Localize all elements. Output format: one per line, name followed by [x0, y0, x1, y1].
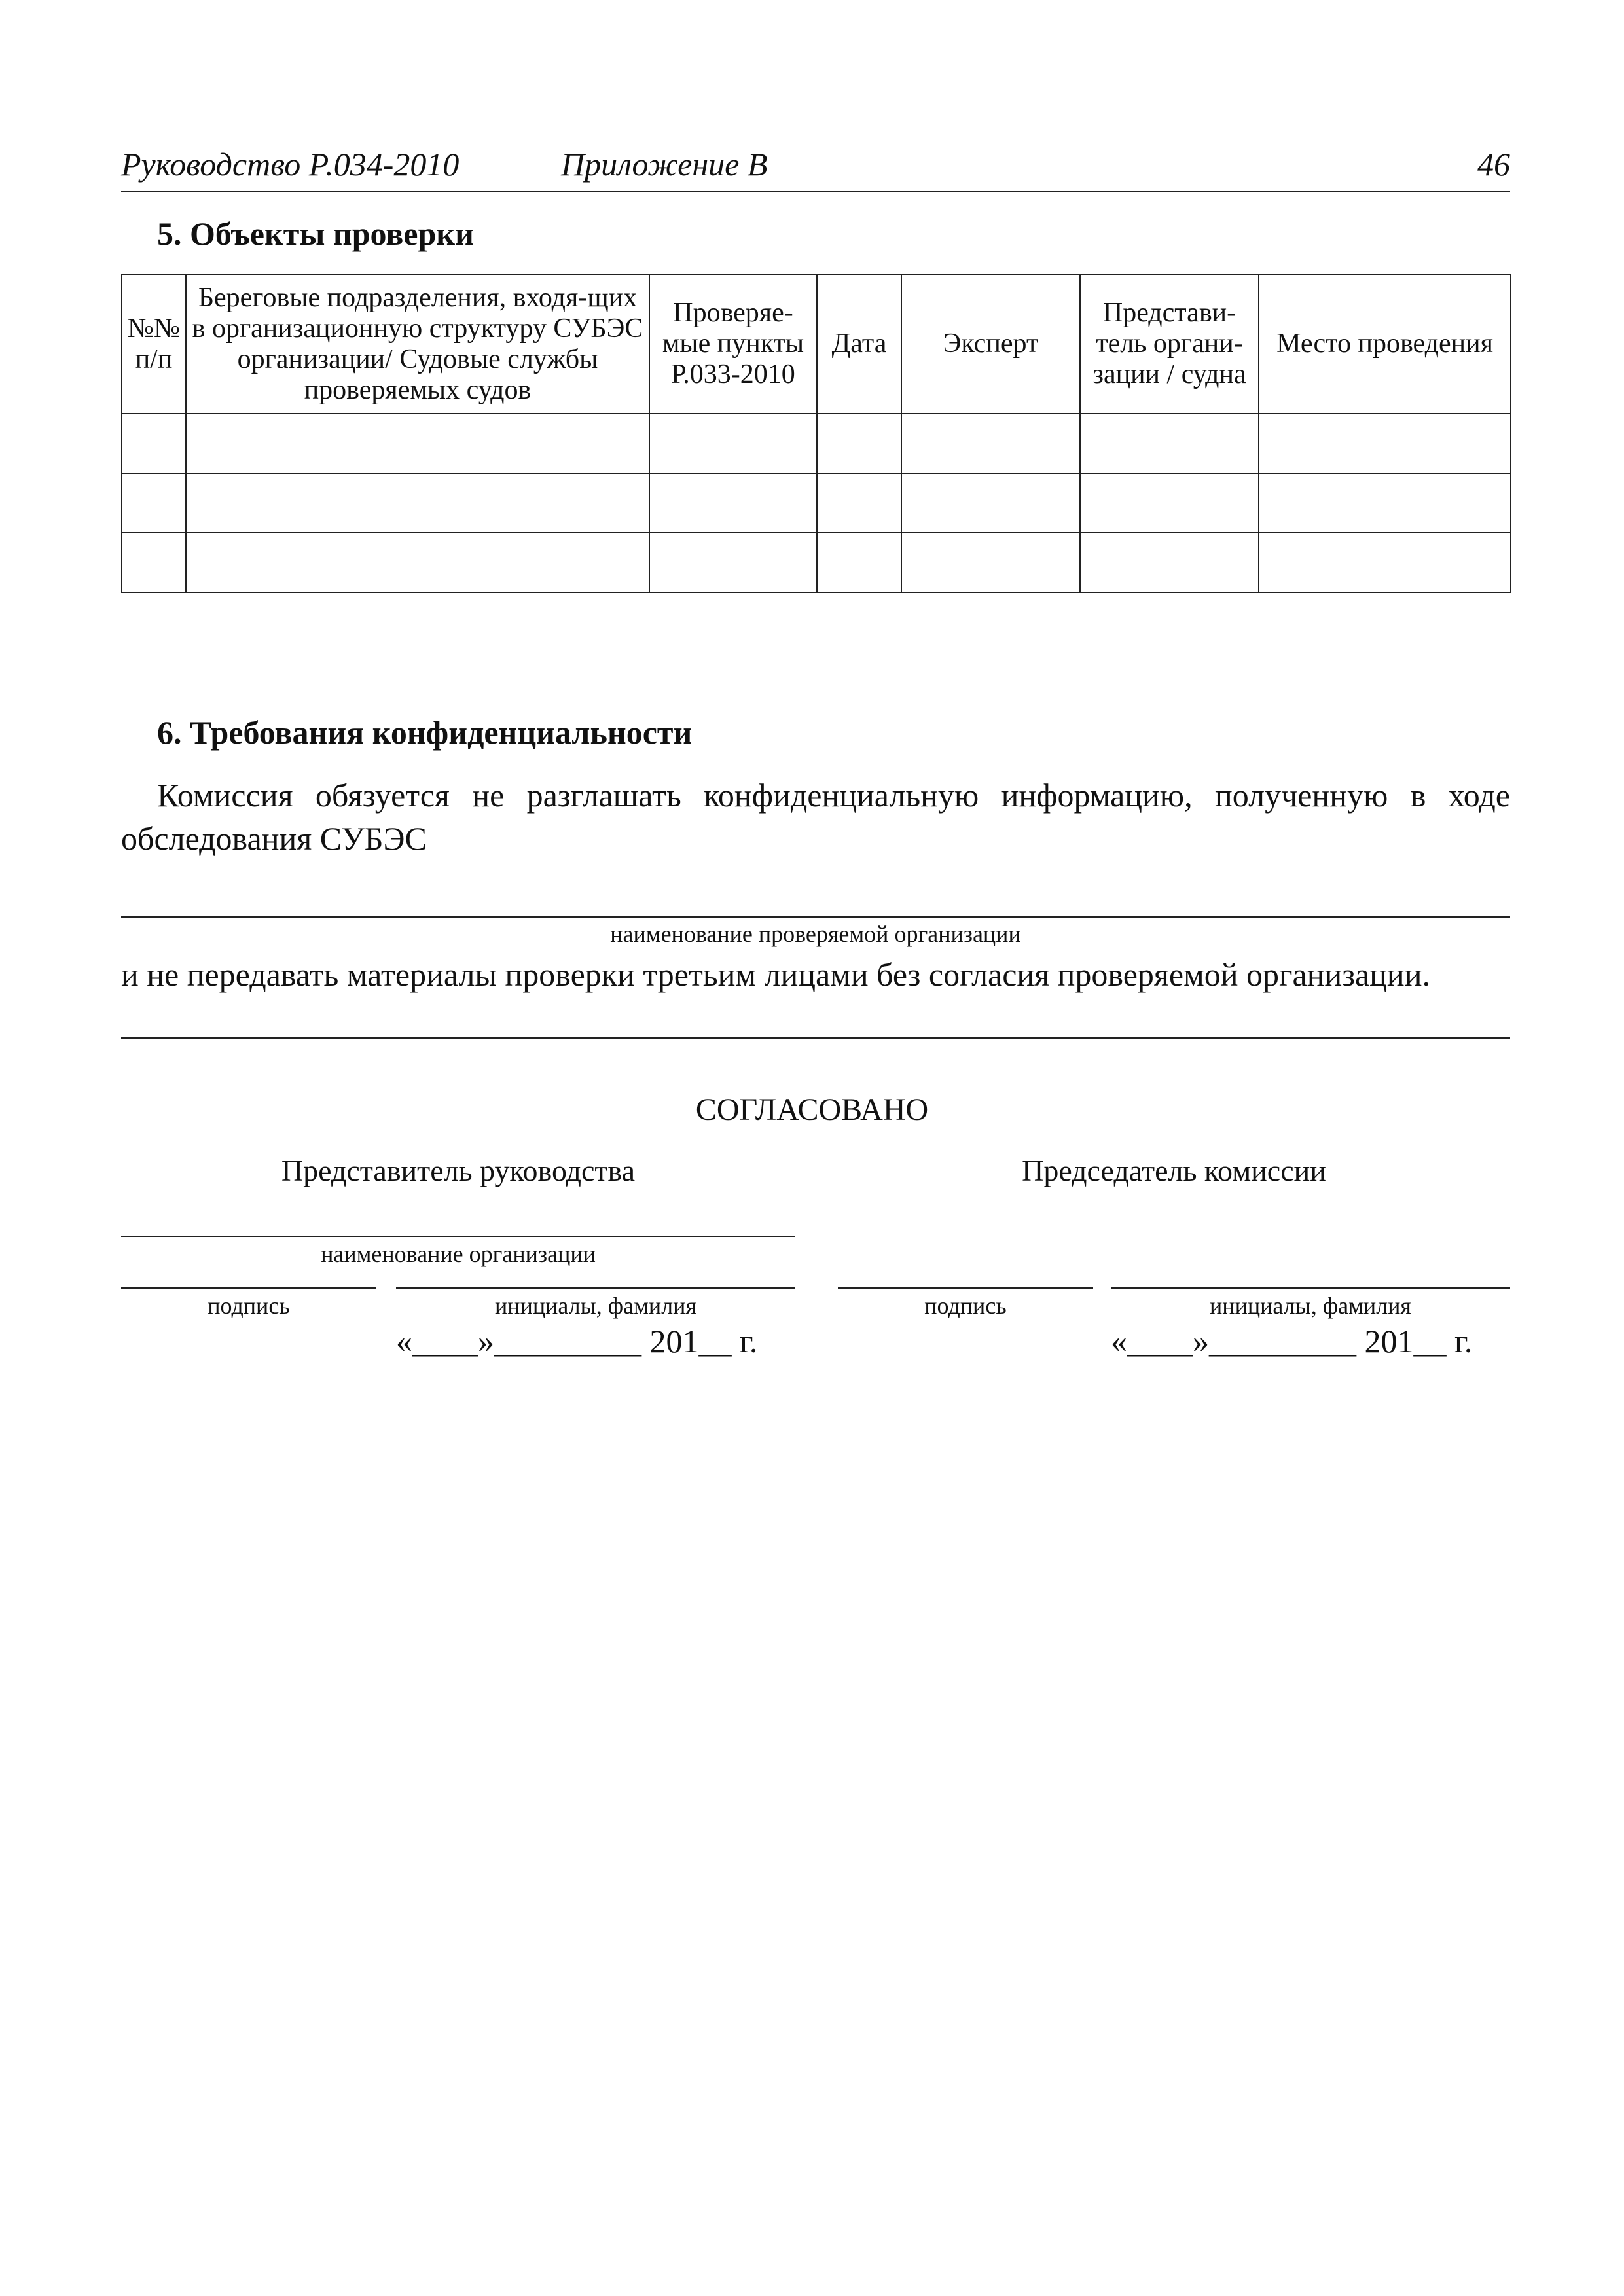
org-name-line[interactable] [121, 916, 1510, 918]
table-cell [649, 533, 817, 592]
col-date-header: Дата [817, 274, 901, 414]
confidentiality-paragraph: Комиссия обязуется не разглашать конфиденциальную информацию, полученную в ходе обследования СУБЭС [121, 777, 1510, 857]
table-cell [1080, 414, 1259, 473]
table-cell [186, 414, 649, 473]
header-document: Руководство Р.034-2010 [121, 146, 460, 183]
table-row [122, 414, 1511, 473]
table-cell [122, 473, 186, 533]
table-cell [817, 533, 901, 592]
confidentiality-paragraph-continued: и не передавать материалы проверки третьим лицами без согласия проверяемой организации. [121, 956, 1430, 993]
table-cell [649, 414, 817, 473]
col-representative-header: Представи-тель органи-зации / судна [1080, 274, 1259, 414]
right-signature-line[interactable] [838, 1287, 1093, 1289]
col-expert-header: Эксперт [901, 274, 1080, 414]
right-signature-caption: подпись [924, 1293, 1007, 1319]
col-divisions-header: Береговые подразделения, входя-щих в организационную структуру СУБЭС организации/ Судовые службы проверяемых судов [186, 274, 649, 414]
header-appendix: Приложение В [561, 146, 768, 183]
right-date-field[interactable]: «____»_________ 201__ г. [1111, 1323, 1473, 1359]
management-representative-title: Представитель руководства [281, 1154, 636, 1187]
commission-chairman-title: Председатель комиссии [1022, 1154, 1326, 1187]
page-number: 46 [1477, 146, 1510, 183]
table-row [122, 473, 1511, 533]
table-cell [817, 473, 901, 533]
left-signature-line[interactable] [121, 1287, 376, 1289]
table-cell [1259, 414, 1511, 473]
left-name-line[interactable] [396, 1287, 795, 1289]
org-name-caption: наименование проверяемой организации [610, 921, 1021, 947]
organization-caption: наименование организации [321, 1241, 596, 1267]
table-cell [1259, 473, 1511, 533]
table-cell [122, 414, 186, 473]
col-number-header: №№ п/п [122, 274, 186, 414]
table-header-row [122, 274, 1511, 414]
table-cell [1259, 533, 1511, 592]
table-cell [186, 533, 649, 592]
paragraph-underline [121, 1037, 1510, 1039]
right-name-caption: инициалы, фамилия [1210, 1293, 1411, 1319]
table-row [122, 533, 1511, 592]
table-cell [649, 473, 817, 533]
table-cell [1080, 473, 1259, 533]
table-cell [1080, 533, 1259, 592]
table-cell [817, 414, 901, 473]
section-6-title: 6. Требования конфиденциальности [157, 714, 693, 751]
col-location-header: Место проведения [1259, 274, 1511, 414]
running-header [121, 145, 1510, 192]
section-5-title: 5. Объекты проверки [157, 215, 474, 252]
table-cell [901, 533, 1080, 592]
organization-line[interactable] [121, 1236, 795, 1237]
table-cell [122, 533, 186, 592]
table-cell [901, 473, 1080, 533]
table-cell [901, 414, 1080, 473]
left-signature-caption: подпись [208, 1293, 290, 1319]
right-name-line[interactable] [1111, 1287, 1510, 1289]
left-date-field[interactable]: «____»_________ 201__ г. [396, 1323, 758, 1359]
agreed-heading: СОГЛАСОВАНО [695, 1092, 929, 1127]
col-items-header: Проверяе-мые пункты Р.033-2010 [649, 274, 817, 414]
table-cell [186, 473, 649, 533]
left-name-caption: инициалы, фамилия [495, 1293, 696, 1319]
inspection-objects-table [121, 274, 1511, 593]
